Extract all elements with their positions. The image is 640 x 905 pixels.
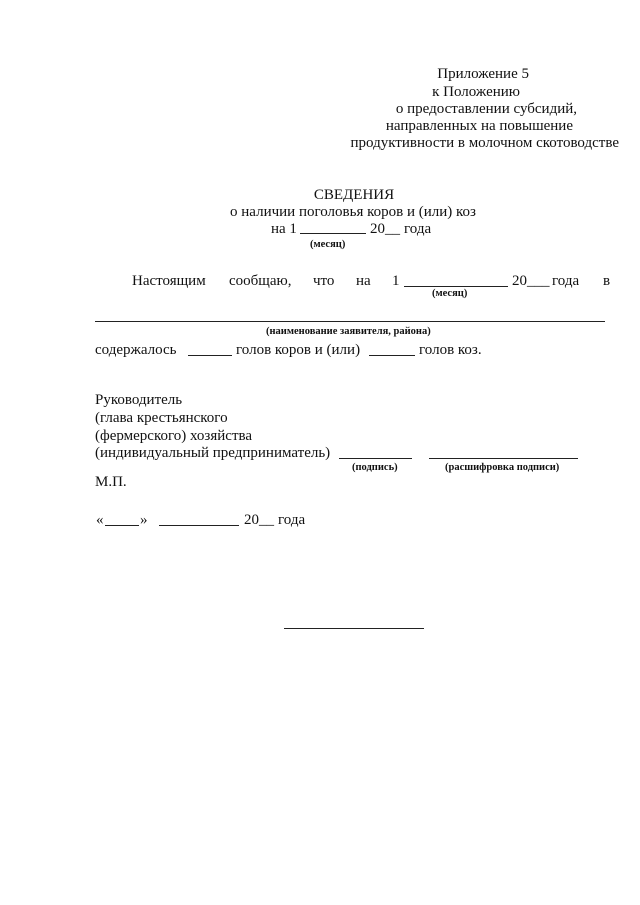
body-line2-b: голов коров и (или) [236,342,361,358]
date-day-blank [105,525,139,526]
date-suffix: года [278,512,306,528]
body-word-3: что [313,273,335,289]
appendix-line-3: о предоставлении субсидий, [395,101,577,117]
body-word-7: года [552,273,580,289]
signature-caption: (подпись) [352,462,398,473]
document-title: СВЕДЕНИЯ [313,187,395,203]
title-month-blank [300,233,366,234]
closing-separator [284,628,424,629]
signature-line-4: (индивидуальный предприниматель) [95,445,331,461]
title-month-caption: (месяц) [310,239,346,250]
body-word-4: на [356,273,371,289]
signature-line-3: (фермерского) хозяйства [95,428,253,444]
signature-line-1: Руководитель [95,392,183,408]
signature-blank [339,458,412,459]
date-year: 20__ [244,512,274,528]
signature-decode-blank [429,458,578,459]
body-word-6: 20___ [512,273,550,289]
appendix-line-1: Приложение 5 [437,66,529,82]
signature-line-2: (глава крестьянского [95,410,228,426]
body-line2-a: содержалось [95,342,177,358]
cows-count-blank [188,355,232,356]
appendix-line-5: продуктивности в молочном скотоводстве [350,135,619,151]
body-word-2: сообщаю, [229,273,292,289]
date-close-quote: » [140,512,148,528]
body-word-1: Настоящим [132,273,206,289]
appendix-line-4: направленных на повышение [385,118,573,134]
body-month-caption: (месяц) [432,288,468,299]
applicant-caption: (наименование заявителя, района) [266,326,431,337]
title-date-suffix: года [404,221,432,237]
title-date-year: 20__ [370,221,400,237]
body-month-blank [404,286,508,287]
body-word-8: в [603,273,611,289]
goats-count-blank [369,355,415,356]
stamp-mark: М.П. [95,474,127,490]
body-line2-c: голов коз. [419,342,482,358]
date-open-quote: « [96,512,104,528]
body-word-5: 1 [392,273,400,289]
applicant-name-blank [95,321,605,322]
signature-decode-caption: (расшифровка подписи) [445,462,560,473]
date-month-blank [159,525,239,526]
title-date-prefix: на 1 [271,221,297,237]
appendix-line-2: к Положению [432,84,520,100]
document-subtitle: о наличии поголовья коров и (или) коз [230,204,476,220]
